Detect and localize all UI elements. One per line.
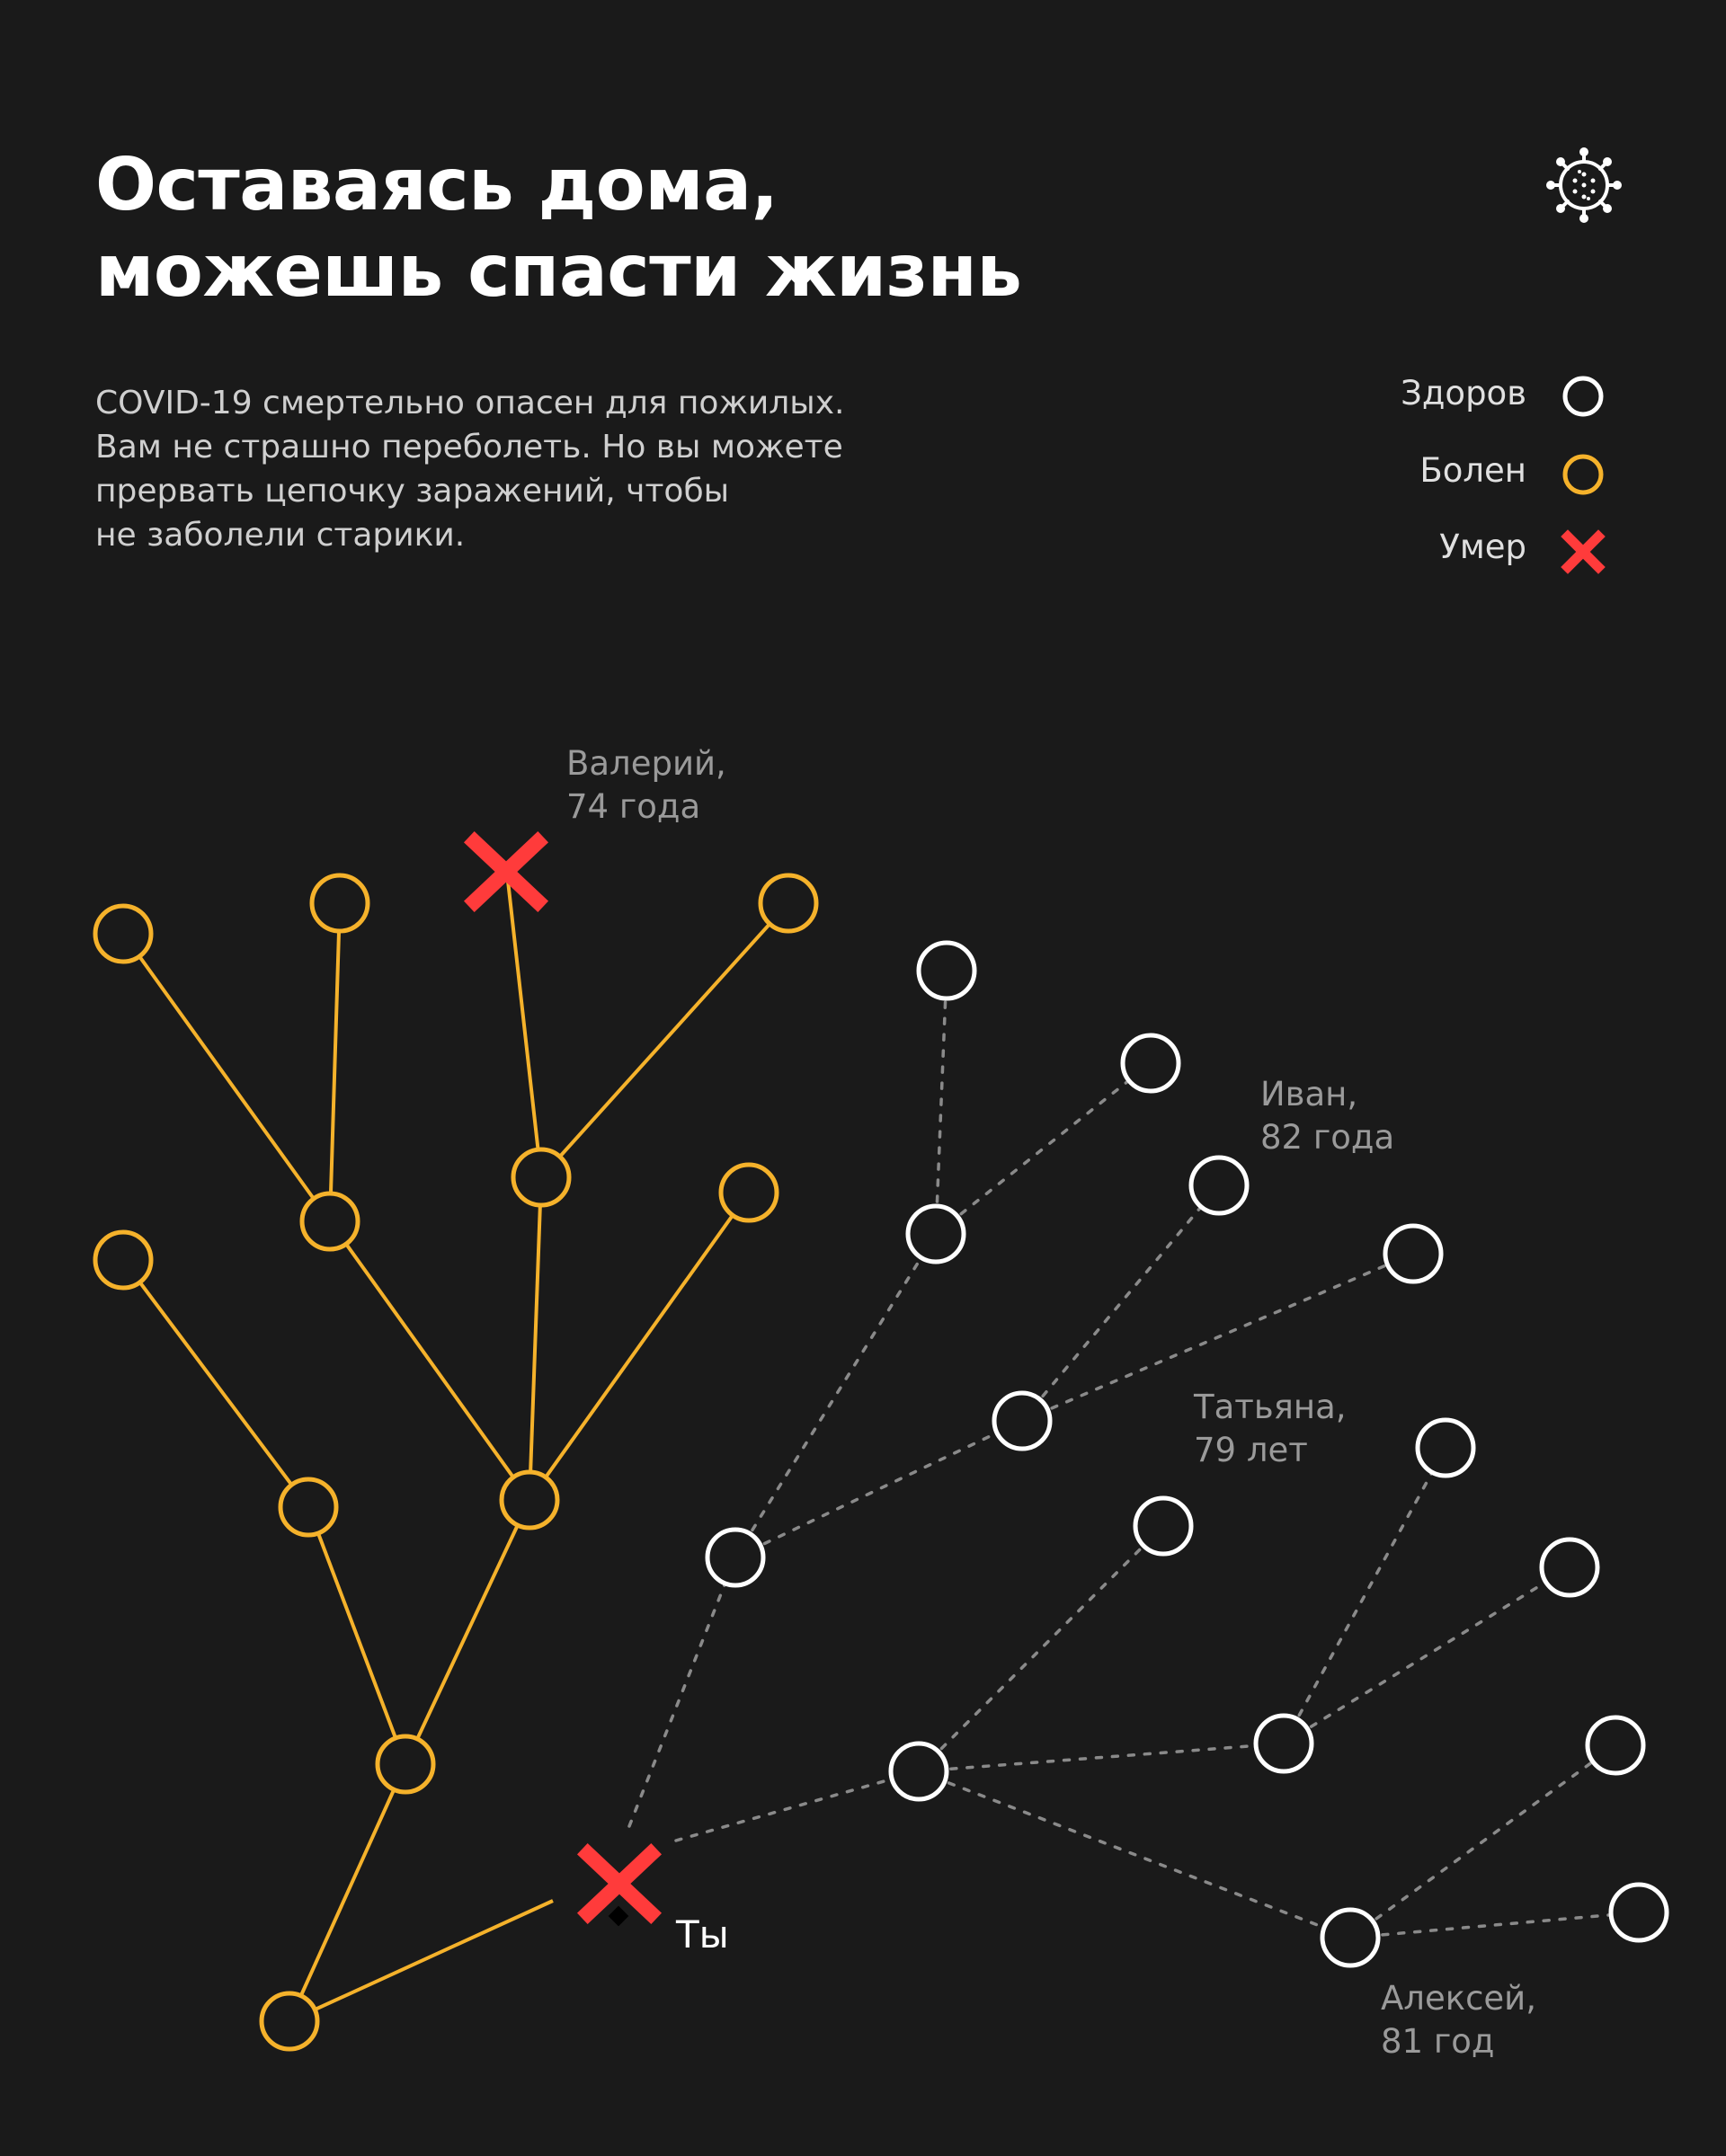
healthy-node [1322, 1910, 1378, 1965]
dead-marker-you [588, 1854, 651, 1913]
you-pointer-icon [609, 1906, 629, 1927]
caption-ivan-name: Иван, [1260, 1075, 1358, 1113]
healthy-node [1611, 1885, 1667, 1940]
healthy-node [1135, 1498, 1191, 1554]
intro-line-1: COVID-19 смертельно опасен для пожилых. [95, 385, 845, 421]
healthy-links [629, 971, 1639, 1938]
caption-aleksey-name: Алексей, [1381, 1979, 1536, 2018]
sick-node [262, 1993, 317, 2049]
virus-icon [1548, 149, 1620, 221]
sick-node [95, 906, 151, 962]
healthy-node [1123, 1035, 1179, 1091]
caption-aleksey-age: 81 год [1381, 2022, 1495, 2061]
sick-nodes [95, 875, 816, 2049]
legend-label-sick: Болен [1419, 451, 1526, 490]
healthy-node [1588, 1717, 1643, 1773]
caption-ivan-age: 82 года [1260, 1118, 1395, 1157]
healthy-node [1418, 1420, 1473, 1476]
legend-healthy-icon [1565, 378, 1601, 414]
intro-line-4: не заболели старики. [95, 517, 466, 554]
title-line-2: можешь спасти жизнь [95, 229, 1022, 313]
sick-links [123, 881, 788, 2021]
sick-node [95, 1232, 151, 1288]
sick-node [280, 1479, 336, 1535]
healthy-node [919, 943, 974, 998]
sick-node [761, 875, 816, 931]
healthy-node [994, 1393, 1050, 1449]
healthy-node [891, 1743, 947, 1799]
legend-dead-icon [1568, 537, 1598, 567]
sick-node [502, 1472, 557, 1528]
healthy-node [908, 1206, 964, 1262]
healthy-node [1542, 1539, 1597, 1595]
sick-node [378, 1736, 433, 1792]
intro-line-3: прервать цепочку заражений, чтобы [95, 473, 730, 510]
sick-node [312, 875, 368, 931]
caption-valery-age: 74 года [566, 787, 701, 826]
dead-marker-valery [475, 842, 538, 901]
healthy-node [707, 1530, 763, 1585]
healthy-node [1256, 1716, 1312, 1771]
caption-valery-name: Валерий, [566, 744, 726, 783]
sick-node [721, 1165, 777, 1220]
legend-label-dead: Умер [1439, 528, 1526, 566]
legend-label-healthy: Здоров [1401, 374, 1526, 413]
healthy-node [1191, 1158, 1247, 1213]
legend-sick-icon [1565, 457, 1601, 492]
title-line-1: Оставаясь дома, [95, 143, 778, 226]
sick-node [302, 1193, 358, 1249]
you-label: Ты [676, 1912, 729, 1956]
caption-tatyana-age: 79 лет [1194, 1431, 1308, 1469]
healthy-node [1385, 1226, 1441, 1282]
caption-tatyana-name: Татьяна, [1194, 1388, 1347, 1426]
intro-line-2: Вам не страшно переболеть. Но вы можете [95, 429, 843, 466]
sick-node [513, 1149, 569, 1205]
